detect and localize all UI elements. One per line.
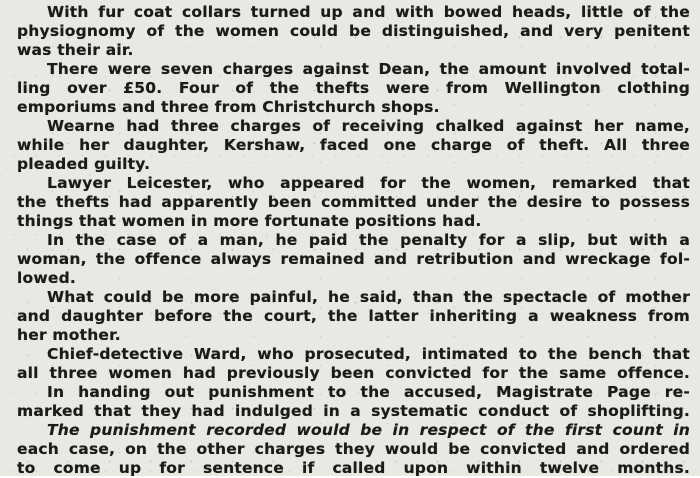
- paragraph: [17, 421, 690, 478]
- text-line: her mother.: [17, 326, 121, 344]
- text-line: woman, the offence always remained and retribution and wreckage fol-: [17, 250, 690, 268]
- text-line: the thefts had apparently been committed under the desire to possess: [17, 193, 690, 211]
- paragraph: [17, 174, 690, 231]
- text-line: lowed.: [17, 269, 76, 287]
- article: [17, 3, 690, 478]
- text-line: There were seven charges against Dean, the amount involved total-: [47, 60, 690, 78]
- text-line: Wearne had three charges of receiving chalked against her name,: [47, 117, 690, 135]
- text-line: ling over £50. Four of the thefts were from Wellington clothing: [17, 79, 690, 97]
- text-line: to come up for sentence if called upon within twelve months.: [17, 459, 690, 477]
- text-line: Chief-detective Ward, who prosecuted, intimated to the bench that: [47, 345, 690, 363]
- text-line: What could be more painful, he said, than the spectacle of mother: [47, 288, 690, 306]
- paragraph: [17, 288, 690, 345]
- paragraph: [17, 231, 690, 288]
- text-line: was their air.: [17, 41, 134, 59]
- text-line: pleaded guilty.: [17, 155, 151, 173]
- text-line: and daughter before the court, the latter inheriting a weakness from: [17, 307, 690, 325]
- paragraph: [17, 3, 690, 60]
- text-line: things that women in more fortunate positions had.: [17, 212, 482, 230]
- text-line: Lawyer Leicester, who appeared for the women, remarked that: [47, 174, 690, 192]
- paragraph: [17, 345, 690, 383]
- paragraph: [17, 60, 690, 117]
- text-line: while her daughter, Kershaw, faced one charge of theft. All three: [17, 136, 690, 154]
- text-line: emporiums and three from Christchurch shops.: [17, 98, 440, 116]
- paragraph: [17, 117, 690, 174]
- text-line: physiognomy of the women could be distinguished, and very penitent: [17, 22, 690, 40]
- text-line: all three women had previously been convicted for the same offence.: [17, 364, 690, 382]
- text-line: The punishment recorded would be in respect of the first count in: [47, 421, 690, 439]
- text-line: each case, on the other charges they would be convicted and ordered: [17, 440, 690, 458]
- text-line: With fur coat collars turned up and with bowed heads, little of the: [47, 3, 690, 21]
- text-line: In the case of a man, he paid the penalty for a slip, but with a: [47, 231, 690, 249]
- paragraph: [17, 383, 690, 421]
- text-line: In handing out punishment to the accused, Magistrate Page re-: [47, 383, 690, 401]
- text-line: marked that they had indulged in a systematic conduct of shoplifting.: [17, 402, 690, 420]
